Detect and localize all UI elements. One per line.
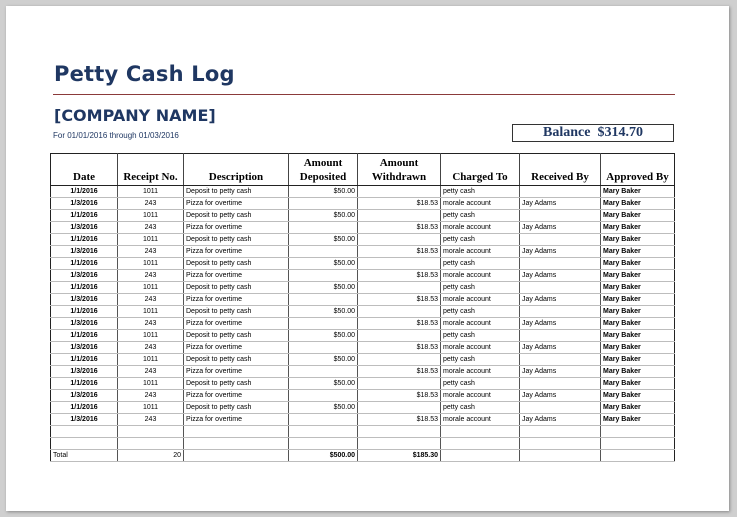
- table-cell[interactable]: [601, 450, 675, 462]
- table-row: [51, 318, 675, 330]
- cell-approved-by[interactable]: Mary Baker: [601, 390, 675, 402]
- table-row: [51, 222, 675, 234]
- table-cell[interactable]: [289, 426, 358, 438]
- cell-approved-by[interactable]: Mary Baker: [601, 366, 675, 378]
- cell-date[interactable]: 1/3/2016: [51, 222, 118, 234]
- cell-approved-by[interactable]: Mary Baker: [601, 258, 675, 270]
- total-receipt-count[interactable]: 20: [118, 450, 184, 462]
- cell-deposited[interactable]: [289, 222, 358, 234]
- table-cell[interactable]: [520, 450, 601, 462]
- cell-receipt[interactable]: 1011: [118, 402, 184, 414]
- cell-withdrawn[interactable]: [358, 354, 441, 366]
- cell-description[interactable]: Pizza for overtime: [184, 342, 289, 354]
- cell-description[interactable]: Pizza for overtime: [184, 270, 289, 282]
- cell-charged-to[interactable]: morale account: [441, 390, 520, 402]
- cell-approved-by[interactable]: Mary Baker: [601, 210, 675, 222]
- table-cell[interactable]: [118, 438, 184, 450]
- cell-charged-to[interactable]: petty cash: [441, 258, 520, 270]
- table-cell[interactable]: [51, 438, 118, 450]
- cell-description[interactable]: Pizza for overtime: [184, 222, 289, 234]
- cell-date[interactable]: 1/1/2016: [51, 354, 118, 366]
- cell-withdrawn[interactable]: [358, 210, 441, 222]
- cell-charged-to[interactable]: petty cash: [441, 234, 520, 246]
- table-cell[interactable]: [601, 438, 675, 450]
- cell-withdrawn[interactable]: $18.53: [358, 246, 441, 258]
- cell-received-by[interactable]: [520, 354, 601, 366]
- cell-charged-to[interactable]: morale account: [441, 414, 520, 426]
- table-row: [51, 210, 675, 222]
- table-cell[interactable]: [441, 450, 520, 462]
- cell-approved-by[interactable]: Mary Baker: [601, 246, 675, 258]
- table-cell[interactable]: [520, 438, 601, 450]
- cell-receipt[interactable]: 1011: [118, 186, 184, 198]
- table-row: [51, 390, 675, 402]
- cell-approved-by[interactable]: Mary Baker: [601, 318, 675, 330]
- cell-date[interactable]: 1/3/2016: [51, 294, 118, 306]
- table-row: [51, 186, 675, 198]
- table-cell[interactable]: [358, 438, 441, 450]
- cell-receipt[interactable]: 1011: [118, 354, 184, 366]
- cell-description[interactable]: Deposit to petty cash: [184, 402, 289, 414]
- cell-withdrawn[interactable]: $18.53: [358, 342, 441, 354]
- cell-withdrawn[interactable]: [358, 330, 441, 342]
- cell-deposited[interactable]: [289, 390, 358, 402]
- cell-receipt[interactable]: 1011: [118, 210, 184, 222]
- table-cell[interactable]: [358, 426, 441, 438]
- cell-receipt[interactable]: 1011: [118, 282, 184, 294]
- cell-received-by[interactable]: [520, 330, 601, 342]
- table-row: [51, 378, 675, 390]
- cell-deposited[interactable]: $50.00: [289, 186, 358, 198]
- blank-row: [51, 438, 675, 450]
- cell-received-by[interactable]: Jay Adams: [520, 198, 601, 210]
- cell-approved-by[interactable]: Mary Baker: [601, 330, 675, 342]
- cell-charged-to[interactable]: petty cash: [441, 186, 520, 198]
- cell-date[interactable]: 1/1/2016: [51, 186, 118, 198]
- date-range[interactable]: For 01/01/2016 through 01/03/2016: [53, 131, 179, 140]
- cell-deposited[interactable]: [289, 366, 358, 378]
- cell-withdrawn[interactable]: $18.53: [358, 270, 441, 282]
- cell-charged-to[interactable]: morale account: [441, 366, 520, 378]
- cell-withdrawn[interactable]: $18.53: [358, 294, 441, 306]
- cell-deposited[interactable]: $50.00: [289, 378, 358, 390]
- cell-received-by[interactable]: Jay Adams: [520, 390, 601, 402]
- cell-approved-by[interactable]: Mary Baker: [601, 414, 675, 426]
- cell-deposited[interactable]: $50.00: [289, 402, 358, 414]
- cell-withdrawn[interactable]: $18.53: [358, 414, 441, 426]
- cell-charged-to[interactable]: petty cash: [441, 210, 520, 222]
- cell-deposited[interactable]: [289, 294, 358, 306]
- cell-approved-by[interactable]: Mary Baker: [601, 234, 675, 246]
- cell-description[interactable]: Pizza for overtime: [184, 414, 289, 426]
- cell-description[interactable]: Pizza for overtime: [184, 366, 289, 378]
- cell-date[interactable]: 1/1/2016: [51, 258, 118, 270]
- cell-deposited[interactable]: [289, 342, 358, 354]
- cell-charged-to[interactable]: morale account: [441, 198, 520, 210]
- table-cell[interactable]: [289, 438, 358, 450]
- cell-description[interactable]: Deposit to petty cash: [184, 330, 289, 342]
- cell-receipt[interactable]: 1011: [118, 234, 184, 246]
- header-row: [51, 154, 675, 186]
- column-header-receipt[interactable]: Receipt No.: [118, 154, 184, 186]
- cell-date[interactable]: 1/3/2016: [51, 342, 118, 354]
- cell-charged-to[interactable]: morale account: [441, 222, 520, 234]
- cell-withdrawn[interactable]: [358, 234, 441, 246]
- company-name[interactable]: [COMPANY NAME]: [54, 106, 216, 125]
- cell-withdrawn[interactable]: $18.53: [358, 318, 441, 330]
- cell-received-by[interactable]: Jay Adams: [520, 222, 601, 234]
- table-row: [51, 294, 675, 306]
- cell-received-by[interactable]: Jay Adams: [520, 270, 601, 282]
- cell-approved-by[interactable]: Mary Baker: [601, 198, 675, 210]
- cell-received-by[interactable]: Jay Adams: [520, 414, 601, 426]
- petty-cash-table: [50, 153, 675, 462]
- cell-withdrawn[interactable]: [358, 186, 441, 198]
- balance-box: [512, 124, 674, 142]
- cell-date[interactable]: 1/3/2016: [51, 198, 118, 210]
- title-divider: [53, 94, 675, 95]
- cell-withdrawn[interactable]: $18.53: [358, 366, 441, 378]
- table-row: [51, 270, 675, 282]
- spreadsheet-page: [6, 6, 729, 511]
- table-cell[interactable]: [184, 426, 289, 438]
- blank-row: [51, 426, 675, 438]
- table-cell[interactable]: [601, 426, 675, 438]
- cell-received-by[interactable]: [520, 210, 601, 222]
- cell-date[interactable]: 1/1/2016: [51, 330, 118, 342]
- table-cell[interactable]: [520, 426, 601, 438]
- cell-receipt[interactable]: 1011: [118, 258, 184, 270]
- cell-approved-by[interactable]: Mary Baker: [601, 186, 675, 198]
- cell-description[interactable]: Deposit to petty cash: [184, 234, 289, 246]
- cell-date[interactable]: 1/3/2016: [51, 246, 118, 258]
- cell-receipt[interactable]: 1011: [118, 330, 184, 342]
- cell-received-by[interactable]: [520, 378, 601, 390]
- table-cell[interactable]: [184, 438, 289, 450]
- table-cell[interactable]: [118, 426, 184, 438]
- cell-deposited[interactable]: [289, 270, 358, 282]
- cell-received-by[interactable]: [520, 258, 601, 270]
- column-header-charged-to[interactable]: Charged To: [441, 154, 520, 186]
- column-header-received-by[interactable]: Received By: [520, 154, 601, 186]
- cell-deposited[interactable]: [289, 318, 358, 330]
- cell-withdrawn[interactable]: [358, 378, 441, 390]
- table-body: [51, 186, 675, 426]
- table-row: [51, 198, 675, 210]
- column-header-withdrawn[interactable]: Amount Withdrawn: [358, 154, 441, 186]
- table-row: [51, 342, 675, 354]
- cell-charged-to[interactable]: petty cash: [441, 306, 520, 318]
- cell-approved-by[interactable]: Mary Baker: [601, 294, 675, 306]
- cell-description[interactable]: Deposit to petty cash: [184, 210, 289, 222]
- cell-charged-to[interactable]: morale account: [441, 342, 520, 354]
- cell-receipt[interactable]: 243: [118, 342, 184, 354]
- table-cell[interactable]: [184, 450, 289, 462]
- table-row: [51, 306, 675, 318]
- cell-receipt[interactable]: 243: [118, 318, 184, 330]
- cell-charged-to[interactable]: petty cash: [441, 282, 520, 294]
- cell-withdrawn[interactable]: [358, 282, 441, 294]
- table-row: [51, 354, 675, 366]
- cell-received-by[interactable]: Jay Adams: [520, 318, 601, 330]
- total-row: [51, 450, 675, 462]
- cell-charged-to[interactable]: petty cash: [441, 354, 520, 366]
- cell-description[interactable]: Deposit to petty cash: [184, 282, 289, 294]
- total-withdrawn[interactable]: $185.30: [358, 450, 441, 462]
- total-label[interactable]: Total: [51, 450, 118, 462]
- cell-description[interactable]: Deposit to petty cash: [184, 258, 289, 270]
- cell-date[interactable]: 1/1/2016: [51, 402, 118, 414]
- total-deposited[interactable]: $500.00: [289, 450, 358, 462]
- cell-deposited[interactable]: $50.00: [289, 258, 358, 270]
- table-row: [51, 258, 675, 270]
- cell-date[interactable]: 1/3/2016: [51, 318, 118, 330]
- cell-date[interactable]: 1/1/2016: [51, 282, 118, 294]
- cell-date[interactable]: 1/3/2016: [51, 270, 118, 282]
- cell-description[interactable]: Pizza for overtime: [184, 198, 289, 210]
- cell-approved-by[interactable]: Mary Baker: [601, 354, 675, 366]
- cell-description[interactable]: Deposit to petty cash: [184, 186, 289, 198]
- cell-received-by[interactable]: Jay Adams: [520, 342, 601, 354]
- cell-receipt[interactable]: 243: [118, 198, 184, 210]
- cell-description[interactable]: Pizza for overtime: [184, 294, 289, 306]
- column-header-approved-by[interactable]: Approved By: [601, 154, 675, 186]
- cell-receipt[interactable]: 243: [118, 246, 184, 258]
- cell-charged-to[interactable]: petty cash: [441, 378, 520, 390]
- cell-approved-by[interactable]: Mary Baker: [601, 222, 675, 234]
- table-row: [51, 234, 675, 246]
- cell-received-by[interactable]: [520, 402, 601, 414]
- cell-description[interactable]: Pizza for overtime: [184, 246, 289, 258]
- column-header-deposited[interactable]: Amount Deposited: [289, 154, 358, 186]
- cell-receipt[interactable]: 1011: [118, 306, 184, 318]
- cell-receipt[interactable]: 1011: [118, 378, 184, 390]
- cell-approved-by[interactable]: Mary Baker: [601, 282, 675, 294]
- cell-deposited[interactable]: [289, 246, 358, 258]
- page-title: Petty Cash Log: [54, 62, 235, 86]
- cell-received-by[interactable]: [520, 282, 601, 294]
- table-row: [51, 366, 675, 378]
- cell-deposited[interactable]: $50.00: [289, 330, 358, 342]
- cell-date[interactable]: 1/1/2016: [51, 306, 118, 318]
- cell-receipt[interactable]: 243: [118, 414, 184, 426]
- cell-approved-by[interactable]: Mary Baker: [601, 342, 675, 354]
- cell-deposited[interactable]: $50.00: [289, 234, 358, 246]
- cell-receipt[interactable]: 243: [118, 390, 184, 402]
- cell-date[interactable]: 1/3/2016: [51, 414, 118, 426]
- cell-description[interactable]: Deposit to petty cash: [184, 354, 289, 366]
- cell-received-by[interactable]: Jay Adams: [520, 246, 601, 258]
- cell-approved-by[interactable]: Mary Baker: [601, 402, 675, 414]
- cell-charged-to[interactable]: morale account: [441, 294, 520, 306]
- table-row: [51, 330, 675, 342]
- cell-date[interactable]: 1/1/2016: [51, 234, 118, 246]
- cell-received-by[interactable]: Jay Adams: [520, 294, 601, 306]
- cell-deposited[interactable]: $50.00: [289, 354, 358, 366]
- column-header-date[interactable]: Date: [51, 154, 118, 186]
- cell-charged-to[interactable]: morale account: [441, 246, 520, 258]
- cell-charged-to[interactable]: petty cash: [441, 402, 520, 414]
- cell-receipt[interactable]: 243: [118, 270, 184, 282]
- cell-received-by[interactable]: [520, 234, 601, 246]
- table-row: [51, 402, 675, 414]
- cell-deposited[interactable]: $50.00: [289, 282, 358, 294]
- cell-description[interactable]: Pizza for overtime: [184, 318, 289, 330]
- cell-received-by[interactable]: [520, 186, 601, 198]
- cell-description[interactable]: Pizza for overtime: [184, 390, 289, 402]
- cell-withdrawn[interactable]: $18.53: [358, 198, 441, 210]
- cell-deposited[interactable]: $50.00: [289, 210, 358, 222]
- cell-withdrawn[interactable]: [358, 306, 441, 318]
- cell-description[interactable]: Deposit to petty cash: [184, 306, 289, 318]
- table-row: [51, 414, 675, 426]
- table-row: [51, 282, 675, 294]
- cell-receipt[interactable]: 243: [118, 294, 184, 306]
- cell-receipt[interactable]: 243: [118, 222, 184, 234]
- cell-withdrawn[interactable]: [358, 402, 441, 414]
- cell-charged-to[interactable]: morale account: [441, 318, 520, 330]
- cell-withdrawn[interactable]: [358, 258, 441, 270]
- balance-label: Balance: [543, 125, 591, 140]
- cell-charged-to[interactable]: morale account: [441, 270, 520, 282]
- cell-approved-by[interactable]: Mary Baker: [601, 306, 675, 318]
- cell-description[interactable]: Deposit to petty cash: [184, 378, 289, 390]
- cell-withdrawn[interactable]: $18.53: [358, 390, 441, 402]
- cell-approved-by[interactable]: Mary Baker: [601, 270, 675, 282]
- cell-charged-to[interactable]: petty cash: [441, 330, 520, 342]
- balance-value: $314.70: [597, 125, 643, 140]
- column-header-description[interactable]: Description: [184, 154, 289, 186]
- cell-receipt[interactable]: 243: [118, 366, 184, 378]
- cell-deposited[interactable]: [289, 198, 358, 210]
- cell-approved-by[interactable]: Mary Baker: [601, 378, 675, 390]
- table-cell[interactable]: [51, 426, 118, 438]
- cell-deposited[interactable]: [289, 414, 358, 426]
- cell-received-by[interactable]: Jay Adams: [520, 366, 601, 378]
- cell-received-by[interactable]: [520, 306, 601, 318]
- cell-date[interactable]: 1/3/2016: [51, 390, 118, 402]
- table-cell[interactable]: [441, 438, 520, 450]
- cell-date[interactable]: 1/3/2016: [51, 366, 118, 378]
- cell-date[interactable]: 1/1/2016: [51, 210, 118, 222]
- cell-deposited[interactable]: $50.00: [289, 306, 358, 318]
- cell-date[interactable]: 1/1/2016: [51, 378, 118, 390]
- table-row: [51, 246, 675, 258]
- table-cell[interactable]: [441, 426, 520, 438]
- cell-withdrawn[interactable]: $18.53: [358, 222, 441, 234]
